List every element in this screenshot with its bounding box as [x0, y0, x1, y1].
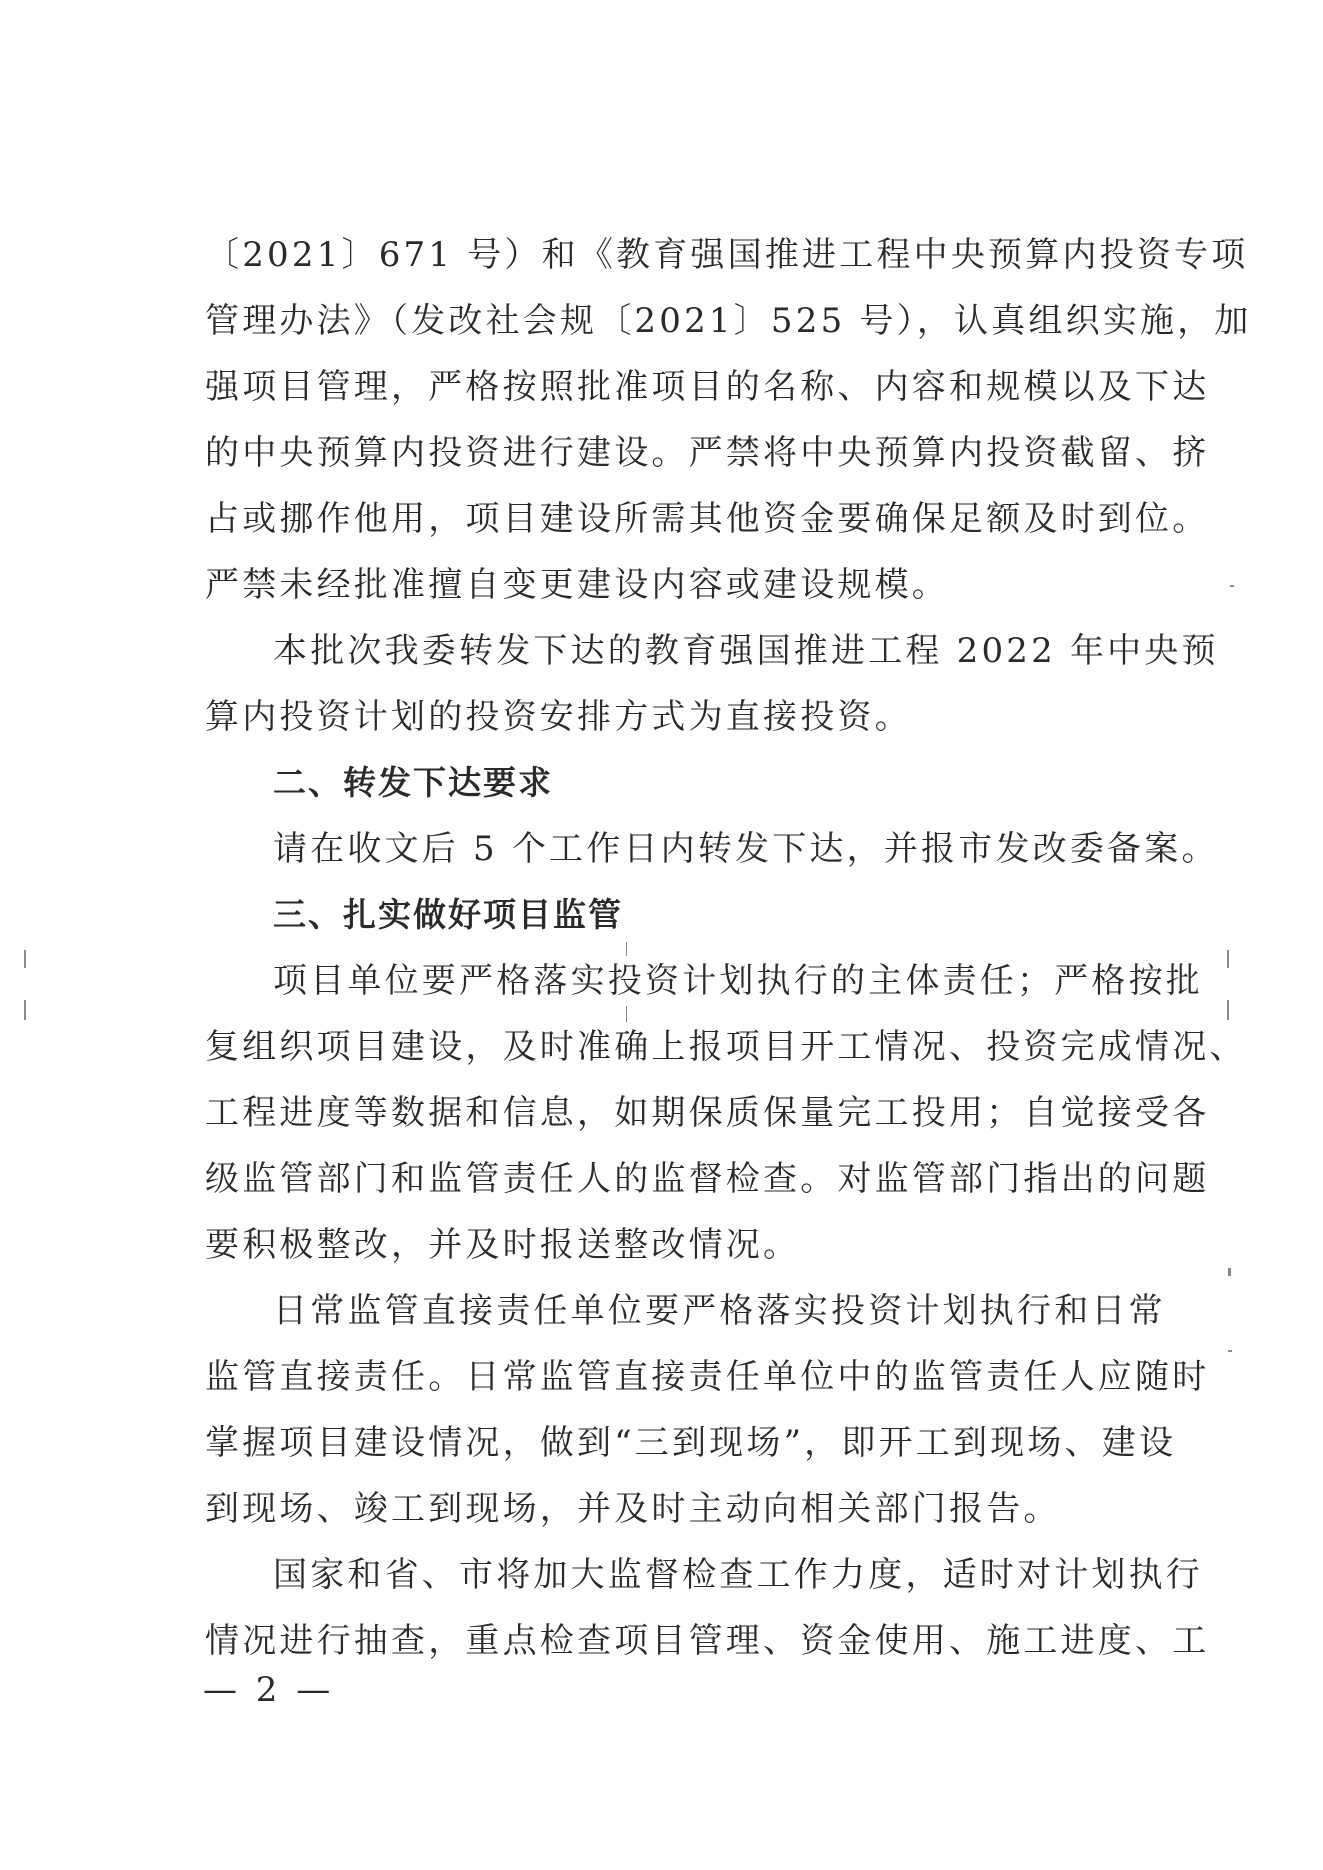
document-body: [205, 222, 1252, 1674]
scan-mark-center-2: [626, 1006, 627, 1022]
text-line: 国家和省、市将加大监督检查工作力度，适时对计划执行: [273, 1555, 1203, 1595]
text-line: 的中央预算内投资进行建设。严禁将中央预算内投资截留、挤: [205, 433, 1210, 473]
text-line: 要积极整改，并及时报送整改情况。: [205, 1225, 801, 1265]
paragraph-inspection: [205, 1542, 1210, 1674]
paragraph-regulation-compliance: [205, 222, 1252, 618]
text-line: 监管直接责任。日常监管直接责任单位中的监管责任人应随时: [205, 1357, 1210, 1397]
paragraph-forwarding-deadline: [205, 816, 1219, 882]
text-line: 严禁未经批准擅自变更建设内容或建设规模。: [205, 565, 949, 605]
section-heading-project-supervision: 三、扎实做好项目监管: [273, 895, 623, 934]
text-line: 本批次我委转发下达的教育强国推进工程 2022 年中央预: [273, 631, 1219, 671]
scan-mark-left-2: [24, 1000, 26, 1020]
scan-mark-center-1: [626, 942, 627, 956]
text-line: 工程进度等数据和信息，如期保质保量完工投用；自觉接受各: [205, 1093, 1210, 1133]
section-heading-forwarding-requirements: 二、转发下达要求: [273, 763, 553, 802]
page-number: — 2 —: [203, 1670, 335, 1710]
text-line: 到现场、竣工到现场，并及时主动向相关部门报告。: [205, 1489, 1061, 1529]
text-line: 掌握项目建设情况，做到“三到现场”，即开工到现场、建设: [205, 1423, 1177, 1463]
text-line: 请在收文后 5 个工作日内转发下达，并报市发改委备案。: [273, 829, 1219, 869]
scan-mark-right-4: [1228, 1350, 1232, 1352]
scan-mark-right-1: [1227, 950, 1229, 968]
text-line: 强项目管理，严格按照批准项目的名称、内容和规模以及下达: [205, 367, 1210, 407]
text-line: 算内投资计划的投资安排方式为直接投资。: [205, 697, 912, 737]
text-line: 项目单位要严格落实投资计划执行的主体责任；严格按批: [273, 961, 1203, 1001]
text-line: 情况进行抽查，重点检查项目管理、资金使用、施工进度、工: [205, 1621, 1210, 1661]
scan-mark-left-1: [24, 950, 26, 968]
text-line: 日常监管直接责任单位要严格落实投资计划执行和日常: [273, 1291, 1166, 1331]
text-line: 占或挪作他用，项目建设所需其他资金要确保足额及时到位。: [205, 499, 1210, 539]
paragraph-daily-supervision: [205, 1278, 1210, 1542]
text-line: 〔2021〕671 号）和《教育强国推进工程中央预算内投资专项: [205, 235, 1249, 275]
paragraph-investment-method: [205, 618, 1219, 750]
scan-mark-right-5: [1230, 585, 1234, 587]
text-line: 复组织项目建设，及时准确上报项目开工情况、投资完成情况、: [205, 1027, 1247, 1067]
paragraph-project-unit-responsibility: [205, 948, 1247, 1278]
text-line: 管理办法》（发改社会规〔2021〕525 号），认真组织实施，加: [205, 301, 1252, 341]
text-line: 级监管部门和监管责任人的监督检查。对监管部门指出的问题: [205, 1159, 1210, 1199]
scan-mark-right-2: [1227, 1000, 1229, 1020]
scan-mark-right-3: [1228, 1268, 1231, 1276]
